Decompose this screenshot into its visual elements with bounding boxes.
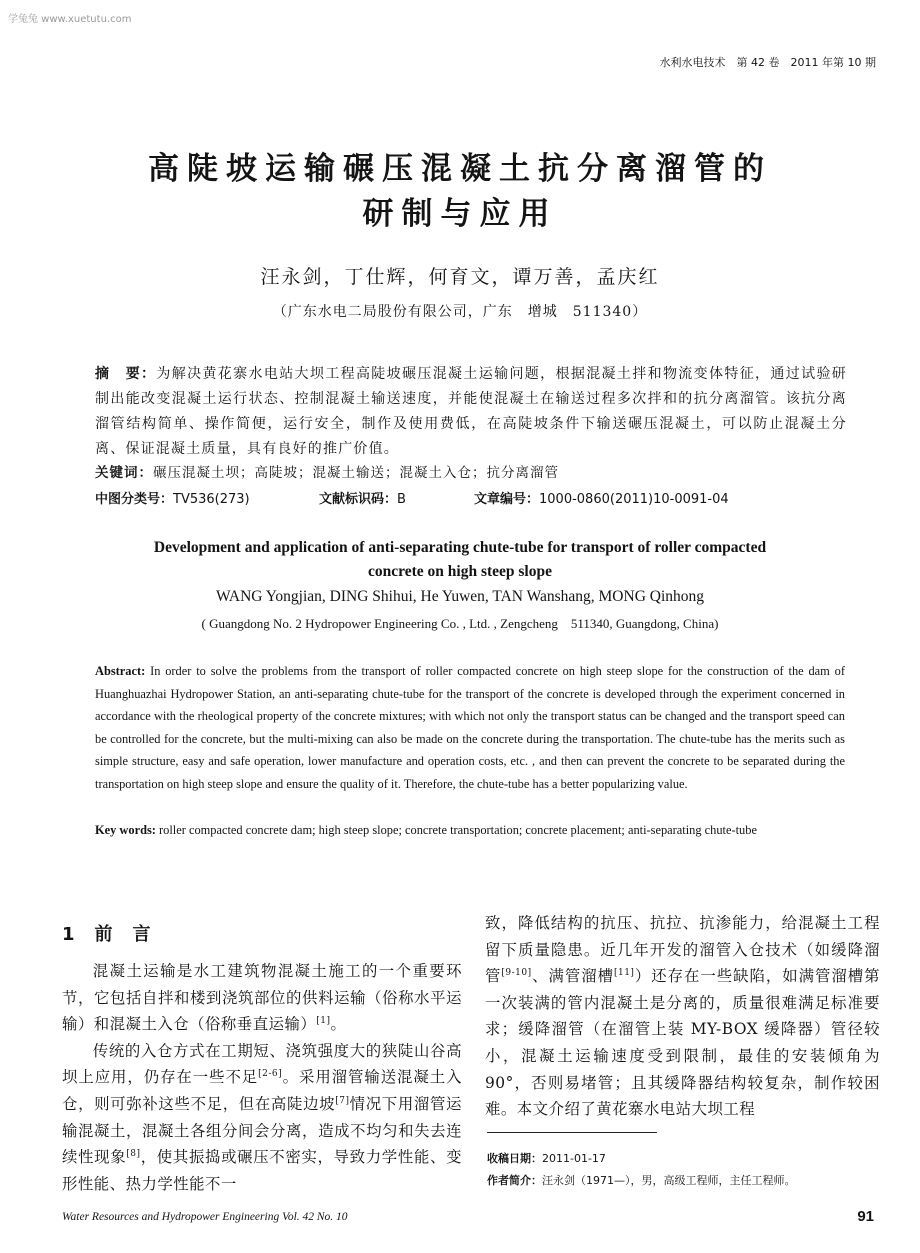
citation: [2-6] [258,1069,283,1080]
citation: [1] [316,1016,331,1027]
abstract-cn-label: 摘 要： [95,366,157,382]
received-value: 2011-01-17 [542,1152,606,1165]
paragraph [62,1038,462,1198]
article-number-label: 文章编号： [474,492,540,507]
citation: [7] [335,1095,350,1106]
citation: [9-10] [501,968,532,979]
watermark: 学兔兔 www.xuetutu.com [8,14,132,25]
classification-label: 中图分类号： [95,492,174,507]
keywords-en-text: roller compacted concrete dam; high steep slope; concrete transportation; concrete placement; anti-separating chute-tube [155,823,757,837]
document-code-label: 文献标识码： [319,492,398,507]
text-run: 致，降低结构的抗压、抗拉、抗渗能力，给混凝土工程留下质量隐患。近几年开发的溜管入仓技术（如缓降溜管 [485,914,880,986]
running-header: 水利水电技术 第 42 卷 2011 年第 10 期 [659,56,876,69]
keywords-en [95,819,845,841]
text-run: 混凝土运输是水工建筑物混凝土施工的一个重要环节，它包括自拌和楼到浇筑部位的供料运输（俗称水平运输）和混凝土入仓（俗称垂直运输） [62,962,462,1034]
text-run: ）还存在一些缺陷，如满管溜槽第一次装满的管内混凝土是分离的，质量很难满足标准要求；缓降溜管（在溜管上装 MY-BOX 缓降器）管径较小，混凝土运输速度受到限制，最佳的安装倾角为 90°，否则易堵管；且其缓降器结构较复杂，制作较困难。本文介绍了黄花寨水电站大坝工程 [485,967,880,1119]
author-bio-value: 汪永剑（1971—），男，高级工程师，主任工程师。 [542,1174,796,1187]
text-run: 。 [330,1015,347,1034]
authors-cn: 汪永剑，丁仕辉，何育文，谭万善，孟庆红 [260,266,660,288]
keywords-cn [95,461,847,481]
received-label: 收稿日期： [487,1152,542,1165]
classification-number [95,488,250,507]
footnote-received [487,1150,606,1166]
keywords-cn-text: 碾压混凝土坝；高陡坡；混凝土输送；混凝土入仓；抗分离溜管 [153,465,559,481]
abstract-en [95,660,845,796]
footnote-author [487,1172,796,1188]
section-heading-introduction: 1 前 言 [62,924,152,945]
article-number-value: 1000-0860(2011)10-0091-04 [539,492,729,507]
citation: [8] [126,1149,141,1160]
title-cn-line1: 高陡坡运输碾压混凝土抗分离溜管的 [148,151,772,187]
footer-journal: Water Resources and Hydropower Engineering Vol. 42 No. 10 [62,1211,348,1223]
keywords-en-label: Key words: [95,823,156,837]
authors-en: WANG Yongjian, DING Shihui, He Yuwen, TAN Wanshang, MONG Qinhong [215,588,705,605]
title-cn-line2: 研制与应用 [362,196,558,232]
document-code-value: B [397,492,406,507]
text-run: ，使其振捣或碾压不密实，导致力学性能、变形性能、热力学性能不一 [62,1148,462,1193]
keywords-cn-label: 关键词： [95,465,153,481]
author-bio-label: 作者简介： [487,1174,542,1187]
body-column-right [485,910,880,1123]
abstract-en-label: Abstract: [95,664,146,678]
body-column-left [62,958,462,1197]
text-run: 。采用溜管输送混凝土入仓，则可弥补这些不足，但在高陡边坡 [62,1068,462,1113]
page-number: 91 [857,1208,874,1225]
text-run: 、满管溜槽 [531,967,614,986]
citation: [11] [613,968,635,979]
classification-value: TV536(273) [173,492,250,507]
title-en-line1: Development and application of anti-separating chute-tube for transport of roller compacted [153,539,767,556]
footnote-divider [487,1132,657,1133]
title-en-line2: concrete on high steep slope [368,563,552,580]
paragraph [62,958,462,1038]
paragraph [485,910,880,1123]
abstract-cn [95,362,847,462]
affiliation-cn: （广东水电二局股份有限公司，广东 增城 511340） [272,304,648,320]
text-run: 情况下用溜管运输混凝土，混凝土各组分间会分离，造成不均匀和失去连续性现象 [62,1094,462,1167]
text-run: 传统的入仓方式在工期短、浇筑强度大的狭陡山谷高坝上应用，仍存在一些不足 [62,1041,462,1087]
abstract-cn-text: 为解决黄花寨水电站大坝工程高陡坡碾压混凝土运输问题，根据混凝土拌和物流变体特征，通过试验研制出能改变混凝土运行状态、控制混凝土输送速度，并能使混凝土在输送过程多次拌和的抗分离溜管。该抗分离溜管结构简单、操作简便，运行安全，制作及使用费低，在高陡坡条件下输送碾压混凝土，可以防止混凝土分离、保证混凝土质量，具有良好的推广价值。 [95,366,847,457]
article-number [474,488,729,507]
document-code [319,488,406,507]
abstract-en-text: In order to solve the problems from the transport of roller compacted concrete on high steep slope for the construction of the dam of Huanghuazhai Hydropower Station, an anti-separating chute-tube for the transport of the concrete is developed through the experiment concerned in accordance with the rheological property of the concrete mixtures; with which not only the transport status can be changed and the transport speed can be controlled for the concrete, but the multi-mixing can also be made on the concrete during the transportation. The chute-tube has the merits such as simple structure, easy and safe operation, lower manufacture and operation costs, etc. , and then can prevent the concrete to be separated during the transportation on high steep slope and ensure the quality of it. Therefore, the chute-tube has a better popularizing value. [95,664,845,791]
affiliation-en: ( Guangdong No. 2 Hydropower Engineering Co. , Ltd. , Zengcheng 511340, Guangdong, China) [201,616,719,631]
